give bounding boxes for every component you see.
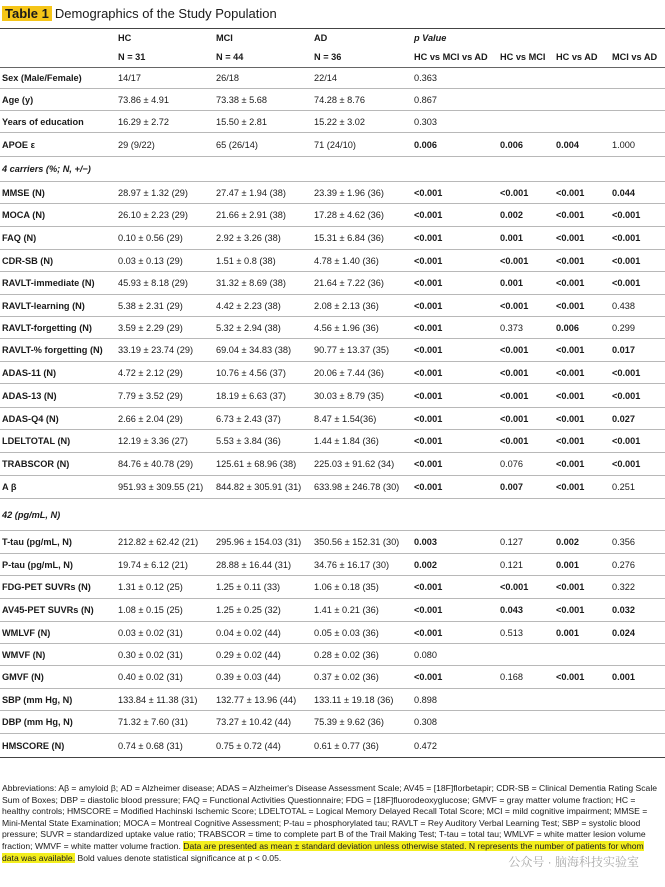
cell-mci: 1.25 ± 0.11 (33) (214, 576, 312, 599)
table-row (0, 317, 665, 339)
cell-p-all: <0.001 (412, 295, 498, 317)
cell-hc: 71.32 ± 7.60 (31) (116, 711, 214, 734)
cell-p-hc-ad: <0.001 (554, 182, 610, 204)
cell-p-all: <0.001 (412, 317, 498, 339)
cell-p-hc-mci: <0.001 (498, 576, 554, 599)
cell-hc: 29 (9/22) (116, 133, 214, 157)
header-n-ad: N = 36 (312, 47, 412, 68)
table-row (0, 111, 665, 133)
cell-hc: 14/17 (116, 68, 214, 89)
row-label: T-tau (pg/mL, N) (0, 531, 116, 554)
cell-p-mci-ad: <0.001 (610, 362, 665, 384)
cell-p-hc-ad (554, 68, 610, 89)
cell-p-mci-ad (610, 644, 665, 666)
cell-p-all: 0.898 (412, 689, 498, 711)
table-title: Demographics of the Study Population (54, 6, 277, 21)
row-label: MMSE (N) (0, 182, 116, 204)
table-row (0, 68, 665, 89)
table-row (0, 644, 665, 666)
cell-p-hc-mci: <0.001 (498, 384, 554, 408)
row-label: ADAS-11 (N) (0, 362, 116, 384)
cell-p-all: <0.001 (412, 339, 498, 362)
row-label: RAVLT-forgetting (N) (0, 317, 116, 339)
cell-mci: 1.51 ± 0.8 (38) (214, 250, 312, 272)
cell-p-hc-mci: 0.168 (498, 666, 554, 689)
cell-p-hc-mci: 0.002 (498, 204, 554, 227)
table-row (0, 476, 665, 499)
cell-p-hc-mci: 0.513 (498, 622, 554, 644)
cell-p-mci-ad (610, 734, 665, 758)
cell-p-mci-ad: 0.001 (610, 666, 665, 689)
row-label: RAVLT-immediate (N) (0, 272, 116, 295)
cell-p-hc-mci (498, 111, 554, 133)
cell-p-hc-mci: <0.001 (498, 295, 554, 317)
cell-hc: 26.10 ± 2.23 (29) (116, 204, 214, 227)
cell-p-all: 0.080 (412, 644, 498, 666)
cell-mci: 295.96 ± 154.03 (31) (214, 531, 312, 554)
cell-p-mci-ad: 0.044 (610, 182, 665, 204)
cell-hc: 28.97 ± 1.32 (29) (116, 182, 214, 204)
cell-p-mci-ad (610, 689, 665, 711)
cell-p-all: <0.001 (412, 250, 498, 272)
table-row (0, 89, 665, 111)
cell-p-all: <0.001 (412, 384, 498, 408)
cell-p-all: <0.001 (412, 599, 498, 622)
table-row (0, 227, 665, 250)
cell-mci: 73.38 ± 5.68 (214, 89, 312, 111)
cell-hc: 0.40 ± 0.02 (31) (116, 666, 214, 689)
section-label: 4 carriers (%; N, +/−) (0, 157, 665, 182)
cell-hc: 0.03 ± 0.13 (29) (116, 250, 214, 272)
cell-p-all: <0.001 (412, 576, 498, 599)
cell-p-hc-ad: <0.001 (554, 576, 610, 599)
cell-p-mci-ad: 0.276 (610, 554, 665, 576)
header-mci-vs-ad: MCI vs AD (610, 47, 665, 68)
row-label: AV45-PET SUVRs (N) (0, 599, 116, 622)
cell-hc: 84.76 ± 40.78 (29) (116, 453, 214, 476)
cell-p-all: <0.001 (412, 666, 498, 689)
cell-p-mci-ad: <0.001 (610, 272, 665, 295)
row-label: GMVF (N) (0, 666, 116, 689)
cell-p-hc-ad: <0.001 (554, 204, 610, 227)
row-label: MOCA (N) (0, 204, 116, 227)
cell-mci: 844.82 ± 305.91 (31) (214, 476, 312, 499)
cell-p-hc-mci: <0.001 (498, 339, 554, 362)
cell-ad: 71 (24/10) (312, 133, 412, 157)
table-row (0, 576, 665, 599)
cell-ad: 0.61 ± 0.77 (36) (312, 734, 412, 758)
cell-p-all: <0.001 (412, 453, 498, 476)
cell-mci: 1.25 ± 0.25 (32) (214, 599, 312, 622)
header-n-hc: N = 31 (116, 47, 214, 68)
table-row (0, 734, 665, 758)
section-row (0, 499, 665, 531)
cell-p-mci-ad: 0.251 (610, 476, 665, 499)
cell-p-hc-ad (554, 711, 610, 734)
table-number-badge: Table 1 (2, 6, 52, 21)
cell-p-mci-ad: 0.322 (610, 576, 665, 599)
footnote-highlight: Data are presented as mean ± standard deviation unless otherwise stated. N represents the number of patients for whom data was available. (2, 840, 644, 863)
cell-ad: 34.76 ± 16.17 (30) (312, 554, 412, 576)
cell-ad: 20.06 ± 7.44 (36) (312, 362, 412, 384)
cell-p-hc-ad: 0.004 (554, 133, 610, 157)
table-row (0, 554, 665, 576)
cell-p-all: 0.303 (412, 111, 498, 133)
cell-p-hc-ad: <0.001 (554, 408, 610, 430)
cell-p-mci-ad: <0.001 (610, 204, 665, 227)
cell-mci: 15.50 ± 2.81 (214, 111, 312, 133)
cell-p-hc-ad: <0.001 (554, 362, 610, 384)
table-row (0, 295, 665, 317)
table-row (0, 250, 665, 272)
cell-p-mci-ad: 0.299 (610, 317, 665, 339)
header-row-groups (0, 29, 665, 48)
row-label: ADAS-Q4 (N) (0, 408, 116, 430)
row-label: Sex (Male/Female) (0, 68, 116, 89)
cell-p-hc-ad: 0.002 (554, 531, 610, 554)
row-label: RAVLT-learning (N) (0, 295, 116, 317)
cell-hc: 1.31 ± 0.12 (25) (116, 576, 214, 599)
table-row (0, 599, 665, 622)
cell-p-hc-mci: 0.001 (498, 227, 554, 250)
cell-mci: 73.27 ± 10.42 (44) (214, 711, 312, 734)
cell-p-hc-ad: <0.001 (554, 666, 610, 689)
cell-p-hc-ad: <0.001 (554, 295, 610, 317)
row-label: FAQ (N) (0, 227, 116, 250)
header-hc-vs-mci-vs-ad: HC vs MCI vs AD (412, 47, 498, 68)
cell-p-all: 0.003 (412, 531, 498, 554)
cell-p-mci-ad (610, 711, 665, 734)
table-caption (2, 6, 277, 22)
cell-ad: 4.78 ± 1.40 (36) (312, 250, 412, 272)
cell-mci: 5.32 ± 2.94 (38) (214, 317, 312, 339)
cell-p-all: 0.472 (412, 734, 498, 758)
cell-hc: 212.82 ± 62.42 (21) (116, 531, 214, 554)
header-mci: MCI (214, 29, 312, 48)
cell-p-hc-mci: 0.127 (498, 531, 554, 554)
header-p-value: p Value (412, 29, 498, 48)
row-label: ADAS-13 (N) (0, 384, 116, 408)
cell-mci: 6.73 ± 2.43 (37) (214, 408, 312, 430)
cell-mci: 2.92 ± 3.26 (38) (214, 227, 312, 250)
table-row (0, 339, 665, 362)
cell-p-hc-mci (498, 711, 554, 734)
cell-p-mci-ad: 0.032 (610, 599, 665, 622)
table-row (0, 384, 665, 408)
cell-mci: 31.32 ± 8.69 (38) (214, 272, 312, 295)
cell-ad: 1.44 ± 1.84 (36) (312, 430, 412, 453)
row-label: Age (y) (0, 89, 116, 111)
cell-hc: 5.38 ± 2.31 (29) (116, 295, 214, 317)
cell-p-hc-ad: 0.006 (554, 317, 610, 339)
cell-p-hc-ad (554, 111, 610, 133)
cell-hc: 12.19 ± 3.36 (27) (116, 430, 214, 453)
cell-p-hc-mci: <0.001 (498, 250, 554, 272)
cell-hc: 1.08 ± 0.15 (25) (116, 599, 214, 622)
cell-p-hc-mci: 0.043 (498, 599, 554, 622)
cell-mci: 0.75 ± 0.72 (44) (214, 734, 312, 758)
table-row (0, 689, 665, 711)
cell-ad: 133.11 ± 19.18 (36) (312, 689, 412, 711)
cell-p-hc-ad: <0.001 (554, 384, 610, 408)
cell-ad: 1.41 ± 0.21 (36) (312, 599, 412, 622)
table-row (0, 362, 665, 384)
cell-p-hc-ad (554, 89, 610, 111)
row-label: P-tau (pg/mL, N) (0, 554, 116, 576)
cell-hc: 0.03 ± 0.02 (31) (116, 622, 214, 644)
cell-p-hc-mci (498, 689, 554, 711)
cell-mci: 132.77 ± 13.96 (44) (214, 689, 312, 711)
cell-p-hc-mci: <0.001 (498, 182, 554, 204)
cell-p-hc-mci: <0.001 (498, 362, 554, 384)
cell-ad: 0.37 ± 0.02 (36) (312, 666, 412, 689)
cell-ad: 225.03 ± 91.62 (34) (312, 453, 412, 476)
cell-hc: 0.74 ± 0.68 (31) (116, 734, 214, 758)
cell-p-all: <0.001 (412, 476, 498, 499)
cell-p-all: <0.001 (412, 182, 498, 204)
row-label: Years of education (0, 111, 116, 133)
cell-mci: 0.04 ± 0.02 (44) (214, 622, 312, 644)
cell-mci: 18.19 ± 6.63 (37) (214, 384, 312, 408)
cell-p-hc-ad: 0.001 (554, 554, 610, 576)
cell-p-hc-ad: <0.001 (554, 250, 610, 272)
cell-p-all: <0.001 (412, 204, 498, 227)
cell-mci: 125.61 ± 68.96 (38) (214, 453, 312, 476)
cell-hc: 19.74 ± 6.12 (21) (116, 554, 214, 576)
table-row (0, 711, 665, 734)
cell-mci: 26/18 (214, 68, 312, 89)
footnote-abbreviations: Abbreviations: Aβ = amyloid β; AD = Alzheimer disease; ADAS = Alzheimer's Disease Assessment Scale; AV45 = [18F]florbetapir; CDR-SB = Clinical Dementia Rating Scale Sum of Boxes; DBP = diastolic blood pressure; FAQ = Functional Activities Questionnaire; FDG = [18F]fluorodeoxyglucose; GMVF = gray matter volume fraction; HC = healthy controls; HMSCORE = Modified Hachinski Ischemic Score; LDELTOTAL = Logical Memory Delayed Recall Total Score; MCI = mild cognitive impairment; MMSE = Mini-Mental State Examination; MOCA = Montreal Cognitive Assessment; P-tau = phosphorylated tau; RAVLT = Rey Auditory Verbal Learning Test; SBP = systolic blood pressure; SUVR = standardized uptake value ratio; TRABSCOR = time to complete part B of the Trail Making Test; T-tau = total tau; WMLVF = white matter lesion volume fraction; WMVF = white matter volume fraction. (2, 783, 658, 851)
cell-mci: 28.88 ± 16.44 (31) (214, 554, 312, 576)
cell-p-hc-ad: <0.001 (554, 227, 610, 250)
section-row (0, 157, 665, 182)
demographics-table (0, 28, 665, 758)
cell-hc: 7.79 ± 3.52 (29) (116, 384, 214, 408)
cell-ad: 15.31 ± 6.84 (36) (312, 227, 412, 250)
cell-mci: 10.76 ± 4.56 (37) (214, 362, 312, 384)
cell-p-all: 0.002 (412, 554, 498, 576)
cell-hc: 4.72 ± 2.12 (29) (116, 362, 214, 384)
cell-p-hc-mci: <0.001 (498, 430, 554, 453)
cell-ad: 22/14 (312, 68, 412, 89)
cell-ad: 74.28 ± 8.76 (312, 89, 412, 111)
cell-mci: 27.47 ± 1.94 (38) (214, 182, 312, 204)
cell-p-mci-ad: 0.027 (610, 408, 665, 430)
cell-p-hc-ad: <0.001 (554, 453, 610, 476)
cell-p-mci-ad: 1.000 (610, 133, 665, 157)
cell-hc: 0.10 ± 0.56 (29) (116, 227, 214, 250)
cell-p-hc-mci: 0.121 (498, 554, 554, 576)
cell-p-mci-ad: <0.001 (610, 453, 665, 476)
cell-p-hc-ad (554, 734, 610, 758)
cell-p-hc-mci: 0.373 (498, 317, 554, 339)
cell-p-mci-ad (610, 68, 665, 89)
cell-mci: 5.53 ± 3.84 (36) (214, 430, 312, 453)
cell-p-all: <0.001 (412, 362, 498, 384)
cell-p-hc-mci: 0.006 (498, 133, 554, 157)
cell-p-all: <0.001 (412, 272, 498, 295)
table-row (0, 204, 665, 227)
cell-mci: 65 (26/14) (214, 133, 312, 157)
cell-p-hc-mci: <0.001 (498, 408, 554, 430)
table-row (0, 666, 665, 689)
cell-p-hc-ad: 0.001 (554, 622, 610, 644)
cell-hc: 951.93 ± 309.55 (21) (116, 476, 214, 499)
cell-mci: 0.39 ± 0.03 (44) (214, 666, 312, 689)
cell-p-all: <0.001 (412, 408, 498, 430)
cell-hc: 16.29 ± 2.72 (116, 111, 214, 133)
cell-p-hc-ad: <0.001 (554, 430, 610, 453)
row-label: SBP (mm Hg, N) (0, 689, 116, 711)
cell-ad: 350.56 ± 152.31 (30) (312, 531, 412, 554)
cell-p-hc-ad: <0.001 (554, 339, 610, 362)
watermark-text: 公众号 · 脑海科技实验室 (508, 855, 639, 869)
cell-ad: 0.28 ± 0.02 (36) (312, 644, 412, 666)
table-row (0, 430, 665, 453)
cell-mci: 4.42 ± 2.23 (38) (214, 295, 312, 317)
cell-ad: 75.39 ± 9.62 (36) (312, 711, 412, 734)
cell-hc: 3.59 ± 2.29 (29) (116, 317, 214, 339)
cell-p-mci-ad: <0.001 (610, 430, 665, 453)
cell-hc: 73.86 ± 4.91 (116, 89, 214, 111)
row-label: WMLVF (N) (0, 622, 116, 644)
header-hc: HC (116, 29, 214, 48)
cell-ad: 1.06 ± 0.18 (35) (312, 576, 412, 599)
cell-hc: 45.93 ± 8.18 (29) (116, 272, 214, 295)
cell-p-hc-mci (498, 644, 554, 666)
cell-p-all: <0.001 (412, 622, 498, 644)
cell-p-mci-ad: 0.438 (610, 295, 665, 317)
cell-p-mci-ad: <0.001 (610, 250, 665, 272)
cell-p-mci-ad (610, 89, 665, 111)
row-label: CDR-SB (N) (0, 250, 116, 272)
cell-ad: 8.47 ± 1.54(36) (312, 408, 412, 430)
row-label: LDELTOTAL (N) (0, 430, 116, 453)
table-row (0, 133, 665, 157)
cell-p-hc-ad (554, 644, 610, 666)
cell-p-mci-ad: 0.017 (610, 339, 665, 362)
table-row (0, 272, 665, 295)
cell-p-all: 0.363 (412, 68, 498, 89)
row-label: HMSCORE (N) (0, 734, 116, 758)
header-hc-vs-mci: HC vs MCI (498, 47, 554, 68)
cell-p-mci-ad: <0.001 (610, 227, 665, 250)
table-row (0, 622, 665, 644)
header-ad: AD (312, 29, 412, 48)
cell-mci: 0.29 ± 0.02 (44) (214, 644, 312, 666)
header-hc-vs-ad: HC vs AD (554, 47, 610, 68)
row-label: RAVLT-% forgetting (N) (0, 339, 116, 362)
cell-p-mci-ad: 0.024 (610, 622, 665, 644)
cell-p-all: 0.308 (412, 711, 498, 734)
row-label: TRABSCOR (N) (0, 453, 116, 476)
cell-ad: 633.98 ± 246.78 (30) (312, 476, 412, 499)
table-row (0, 531, 665, 554)
cell-p-hc-mci (498, 734, 554, 758)
cell-p-all: <0.001 (412, 227, 498, 250)
header-row-n (0, 47, 665, 68)
cell-ad: 15.22 ± 3.02 (312, 111, 412, 133)
cell-ad: 4.56 ± 1.96 (36) (312, 317, 412, 339)
cell-p-hc-ad: <0.001 (554, 272, 610, 295)
cell-hc: 33.19 ± 23.74 (29) (116, 339, 214, 362)
cell-p-mci-ad: <0.001 (610, 384, 665, 408)
cell-ad: 23.39 ± 1.96 (36) (312, 182, 412, 204)
cell-p-mci-ad (610, 111, 665, 133)
cell-ad: 0.05 ± 0.03 (36) (312, 622, 412, 644)
row-label: APOE ε (0, 133, 116, 157)
footnote-tail: Bold values denote statistical significance at p < 0.05. (75, 852, 282, 863)
cell-p-hc-mci (498, 89, 554, 111)
cell-mci: 69.04 ± 34.83 (38) (214, 339, 312, 362)
table-row (0, 182, 665, 204)
cell-p-hc-ad: <0.001 (554, 599, 610, 622)
header-n-mci: N = 44 (214, 47, 312, 68)
table-row (0, 453, 665, 476)
cell-ad: 2.08 ± 2.13 (36) (312, 295, 412, 317)
cell-mci: 21.66 ± 2.91 (38) (214, 204, 312, 227)
cell-ad: 21.64 ± 7.22 (36) (312, 272, 412, 295)
cell-p-hc-ad: <0.001 (554, 476, 610, 499)
cell-p-hc-mci: 0.076 (498, 453, 554, 476)
cell-ad: 17.28 ± 4.62 (36) (312, 204, 412, 227)
header-blank (0, 29, 116, 48)
section-label: 42 (pg/mL, N) (0, 499, 665, 531)
table-row (0, 408, 665, 430)
cell-p-hc-mci: 0.007 (498, 476, 554, 499)
cell-ad: 30.03 ± 8.79 (35) (312, 384, 412, 408)
row-label: A β (0, 476, 116, 499)
cell-ad: 90.77 ± 13.37 (35) (312, 339, 412, 362)
row-label: DBP (mm Hg, N) (0, 711, 116, 734)
cell-hc: 0.30 ± 0.02 (31) (116, 644, 214, 666)
row-label: FDG-PET SUVRs (N) (0, 576, 116, 599)
cell-hc: 133.84 ± 11.38 (31) (116, 689, 214, 711)
cell-p-hc-ad (554, 689, 610, 711)
row-label: WMVF (N) (0, 644, 116, 666)
cell-p-all: <0.001 (412, 430, 498, 453)
cell-p-hc-mci: 0.001 (498, 272, 554, 295)
cell-p-all: 0.867 (412, 89, 498, 111)
cell-p-all: 0.006 (412, 133, 498, 157)
cell-p-mci-ad: 0.356 (610, 531, 665, 554)
cell-hc: 2.66 ± 2.04 (29) (116, 408, 214, 430)
cell-p-hc-mci (498, 68, 554, 89)
table-footnote (2, 783, 662, 864)
